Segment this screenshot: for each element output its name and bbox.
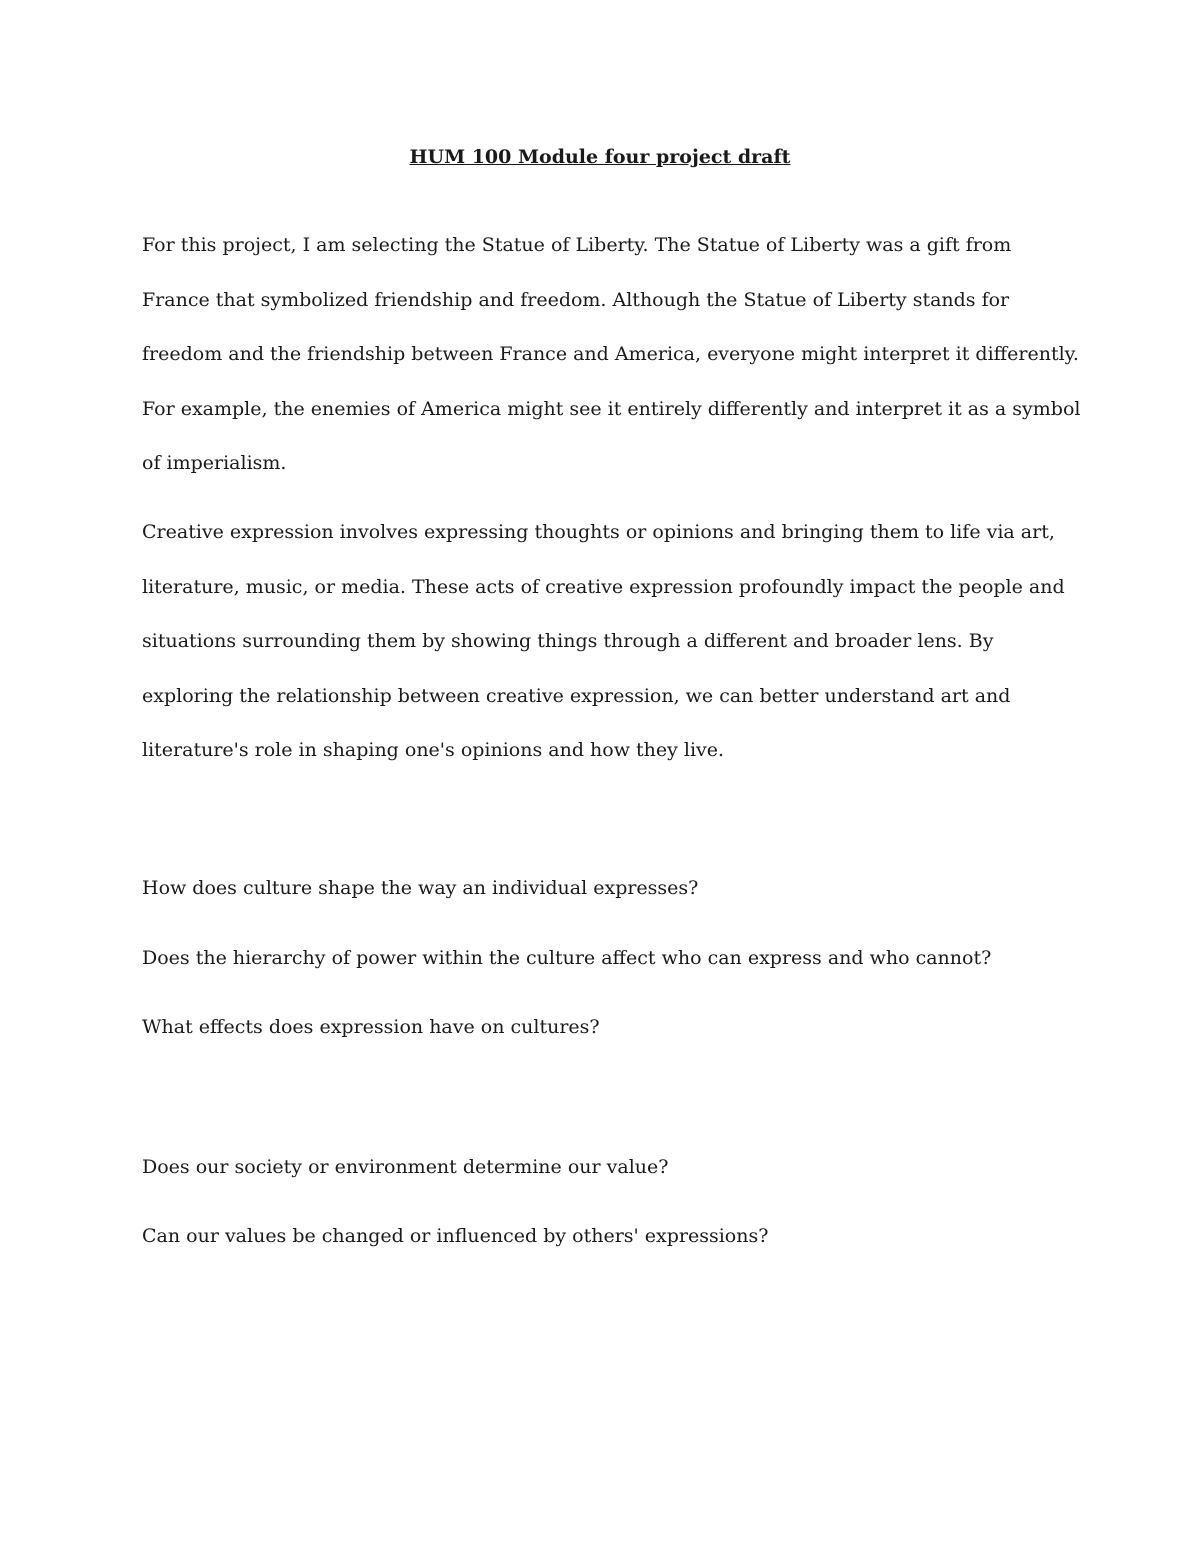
paragraph-line: Creative expression involves expressing thoughts or opinions and bringing them to life via art, [142, 521, 1055, 543]
paragraph-line: France that symbolized friendship and freedom. Although the Statue of Liberty stands for [142, 288, 1010, 311]
paragraph-line: situations surrounding them by showing things through a different and broader lens. By [142, 630, 994, 652]
question: Can our values be changed or influenced by others' expressions? [142, 1225, 769, 1247]
paragraph-line: literature, music, or media. These acts of creative expression profoundly impact the people and [142, 575, 1065, 598]
question: How does culture shape the way an individual expresses? [142, 877, 699, 899]
question: What effects does expression have on cultures? [142, 1016, 600, 1038]
paragraph-line: literature's role in shaping one's opinions and how they live. [142, 739, 725, 761]
paragraph-line: exploring the relationship between creative expression, we can better understand art and [142, 684, 1011, 707]
paragraph-line: For this project, I am selecting the Statue of Liberty. The Statue of Liberty was a gift from [142, 234, 1012, 256]
question: Does our society or environment determine our value? [142, 1156, 669, 1178]
paragraph-statue-of-liberty [142, 218, 1080, 491]
paragraph-creative-expression [142, 505, 1065, 778]
paragraph-line: For example, the enemies of America might see it entirely differently and interpret it as a symbol [142, 397, 1081, 420]
paragraph-line: of imperialism. [142, 452, 287, 474]
question: Does the hierarchy of power within the culture affect who can express and who cannot? [142, 947, 992, 969]
paragraph-line: freedom and the friendship between France and America, everyone might interpret it differently. [142, 343, 1079, 365]
document-title: HUM 100 Module four project draft [409, 146, 791, 168]
